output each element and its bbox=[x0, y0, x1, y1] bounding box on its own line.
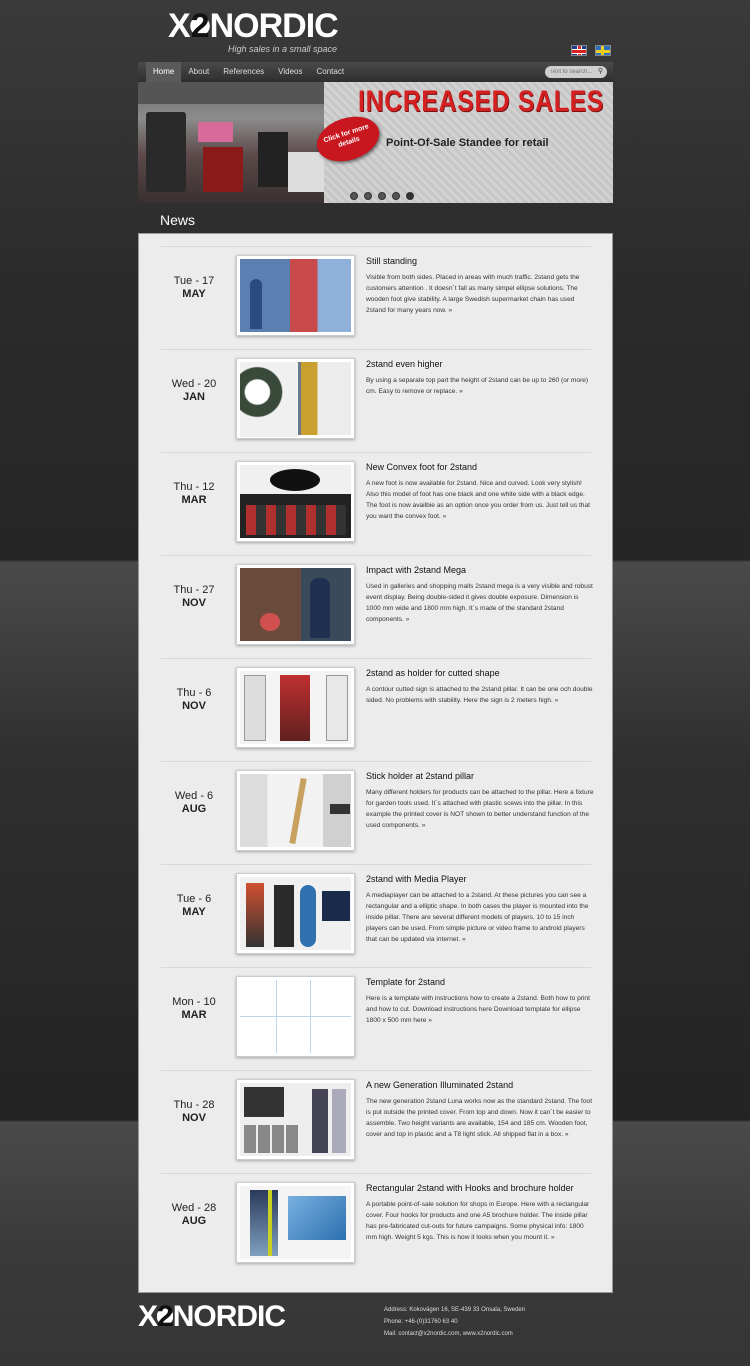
date-day: Thu - 27 bbox=[173, 584, 215, 596]
date-month: MAR bbox=[181, 494, 207, 506]
date-day: Thu - 6 bbox=[176, 687, 212, 699]
news-text: Here is a template with instructions how to create a 2stand. Both how to print and how to cut. Download instructions here Download template for ellipse 1800 x 500 mm here » bbox=[366, 995, 590, 1024]
tagline: High sales in a small space bbox=[228, 44, 338, 54]
news-item bbox=[161, 246, 591, 349]
date-month: NOV bbox=[182, 1112, 206, 1124]
news-title[interactable]: Stick holder at 2stand pillar bbox=[366, 771, 475, 781]
news-item bbox=[161, 864, 591, 967]
news-thumbnail[interactable] bbox=[236, 564, 355, 645]
news-panel bbox=[138, 233, 613, 1293]
news-date bbox=[161, 893, 227, 918]
news-thumbnail[interactable] bbox=[236, 667, 355, 748]
date-month: AUG bbox=[181, 1215, 207, 1227]
news-text: The new generation 2stand Luna works now as the standard 2stand. The foot is put outside the printed cover. From top and down. Now it can´t be easier to assemble. Two height variants are available, 154 and 185 cm. Wooden foot, cover and top in plastic and a T8 light stick. All shipped flat in a box. » bbox=[366, 1098, 593, 1138]
nav-videos[interactable]: Videos bbox=[278, 67, 303, 76]
slider-dot[interactable] bbox=[378, 192, 386, 200]
date-day: Mon - 10 bbox=[172, 996, 216, 1008]
logo-wordmark bbox=[168, 8, 368, 44]
slider-dot[interactable] bbox=[364, 192, 372, 200]
banner-subtitle: Point-Of-Sale Standee for retail bbox=[386, 137, 549, 149]
news-item bbox=[161, 349, 591, 452]
date-day: Tue - 17 bbox=[173, 275, 215, 287]
search-icon[interactable]: ⚲ bbox=[597, 68, 603, 75]
news-item bbox=[161, 658, 591, 761]
news-date bbox=[161, 378, 227, 403]
date-day: Wed - 6 bbox=[174, 790, 214, 802]
news-list bbox=[161, 246, 594, 1276]
logo-two: 2 bbox=[190, 7, 209, 45]
news-thumbnail[interactable] bbox=[236, 461, 355, 542]
news-title[interactable]: Impact with 2stand Mega bbox=[366, 565, 467, 575]
news-date bbox=[161, 275, 227, 300]
date-day: Thu - 28 bbox=[173, 1099, 215, 1111]
news-item bbox=[161, 555, 591, 658]
search-box bbox=[545, 66, 607, 78]
news-thumbnail[interactable] bbox=[236, 255, 355, 336]
nav-home[interactable]: Home bbox=[146, 62, 181, 82]
news-title[interactable]: Template for 2stand bbox=[366, 977, 446, 987]
footer-logo-nordic: NORDIC bbox=[172, 1300, 286, 1333]
news-title[interactable]: New Convex foot for 2stand bbox=[366, 462, 478, 472]
date-month: NOV bbox=[182, 597, 206, 609]
news-item bbox=[161, 967, 591, 1070]
news-date bbox=[161, 687, 227, 712]
news-date bbox=[161, 1099, 227, 1124]
footer-address: Address: Kokovägen 16, SE-439 33 Onsala, Sweden bbox=[384, 1307, 526, 1313]
news-item bbox=[161, 1070, 591, 1173]
language-switcher bbox=[571, 45, 611, 56]
news-title[interactable]: 2stand with Media Player bbox=[366, 874, 467, 884]
sweden-flag-icon[interactable] bbox=[595, 45, 611, 56]
news-text: Many different holders for products can be attached to the pillar. Here a fixture for garden tools used. It´s attached with plastic scews into the pillar. In this example the printed cover is NOT shown to better understand function of the used components. » bbox=[366, 789, 594, 829]
date-month: MAY bbox=[182, 288, 206, 300]
news-item bbox=[161, 761, 594, 864]
slider-dot[interactable] bbox=[392, 192, 400, 200]
hero-banner[interactable] bbox=[138, 82, 613, 203]
footer-contact bbox=[384, 1304, 525, 1340]
news-date bbox=[161, 481, 227, 506]
store-photo bbox=[138, 82, 324, 203]
search-input[interactable] bbox=[550, 69, 592, 75]
date-month: JAN bbox=[182, 391, 205, 403]
logo-x: X bbox=[168, 7, 190, 45]
news-title[interactable]: Rectangular 2stand with Hooks and brochure holder bbox=[366, 1183, 574, 1193]
news-thumbnail[interactable] bbox=[236, 1182, 355, 1263]
news-thumbnail[interactable] bbox=[236, 1079, 355, 1160]
news-thumbnail[interactable] bbox=[236, 873, 355, 954]
news-thumbnail[interactable] bbox=[236, 770, 355, 851]
news-item bbox=[161, 1173, 591, 1276]
banner-title: INCREASED SALES bbox=[358, 85, 605, 118]
footer-mail[interactable]: Mail: contact@x2nordic.com, www.x2nordic.com bbox=[384, 1331, 513, 1337]
news-date bbox=[161, 996, 227, 1021]
nav-references[interactable]: References bbox=[223, 67, 265, 76]
nav-about[interactable]: About bbox=[188, 67, 210, 76]
news-text: A new foot is now available for 2stand. Nice and curved. Look very stylish! Also this model of foot has one black and one white side with a black edge. The foot is now availbie as an option once you order from us. Just tell us that you want the convex foot. » bbox=[366, 480, 590, 520]
news-text: A mediaplayer can be attached to a 2stand. At these pictures you can see a rectangular and a elliptic shape. In both cases the player is mounted into the inside pillar. There are several different models of players. 10 to 15 inch players can be used. From simple picture or video frame to android players that can be updated via internet. » bbox=[366, 892, 589, 943]
news-title[interactable]: 2stand as holder for cutted shape bbox=[366, 668, 500, 678]
slider-dot[interactable] bbox=[350, 192, 358, 200]
footer-phone: Phone: +46-(0)31760 63 40 bbox=[384, 1319, 458, 1325]
date-day: Tue - 6 bbox=[176, 893, 212, 905]
news-title[interactable]: Still standing bbox=[366, 256, 418, 266]
news-date bbox=[161, 790, 227, 815]
news-title[interactable]: A new Generation Illuminated 2stand bbox=[366, 1080, 514, 1090]
news-text: A contour cutted sign is attached to the 2stand pillar. It can be one och double sided. No problems with stability. Here the sign is 2 meters high. » bbox=[366, 686, 593, 704]
news-text: Visible from both sides. Placed in areas with much traffic. 2stand gets the customers attention . It doesn´t fall as many simpel ellipse solutions. The wooden foot give stability. A large Swedish supermarket chain has used 2stand for many years now. » bbox=[366, 274, 580, 314]
date-month: MAY bbox=[182, 906, 206, 918]
footer-logo-two: 2 bbox=[157, 1300, 173, 1333]
slider-dot-active[interactable] bbox=[406, 192, 414, 200]
news-title[interactable]: 2stand even higher bbox=[366, 359, 443, 369]
date-month: MAR bbox=[181, 1009, 207, 1021]
slider-dots bbox=[350, 192, 414, 200]
news-item bbox=[161, 452, 591, 555]
details-badge[interactable]: Click for more details bbox=[311, 109, 385, 169]
footer-logo[interactable] bbox=[138, 1300, 285, 1334]
date-month: AUG bbox=[181, 803, 207, 815]
news-date bbox=[161, 584, 227, 609]
news-thumbnail[interactable] bbox=[236, 358, 355, 439]
news-thumbnail[interactable] bbox=[236, 976, 355, 1057]
news-text: A portable point-of-sale solution for shops in Europe. Here with a rectangular cover. Four hooks for products and one A5 brochure holder. The inside pillar has pre-fabricated cut-outs for future campaigns. Some physical info: 1800 mm high. Weight 5 kgs. This is how it looks when you mount it. » bbox=[366, 1201, 590, 1241]
uk-flag-icon[interactable] bbox=[571, 45, 587, 56]
date-day: Wed - 20 bbox=[171, 378, 217, 390]
news-text: By using a separate top part the height of 2stand can be up to 260 (or more) cm. Easy to remove or replace. » bbox=[366, 377, 589, 395]
main-nav bbox=[138, 62, 613, 82]
news-heading: News bbox=[160, 212, 196, 228]
date-day: Thu - 12 bbox=[173, 481, 215, 493]
footer-logo-x: X bbox=[138, 1300, 158, 1333]
news-text: Used in galleries and shopping malls 2stand mega is a very visible and robust event display. Being double-sided it gives double exposure. Dimension is 1000 mm wide and 1800 mm high. It´s made of the standard 2stand components. » bbox=[366, 583, 593, 623]
nav-contact[interactable]: Contact bbox=[316, 67, 345, 76]
news-date bbox=[161, 1202, 227, 1227]
logo-nordic: NORDIC bbox=[209, 7, 338, 45]
date-month: NOV bbox=[182, 700, 206, 712]
date-day: Wed - 28 bbox=[171, 1202, 217, 1214]
